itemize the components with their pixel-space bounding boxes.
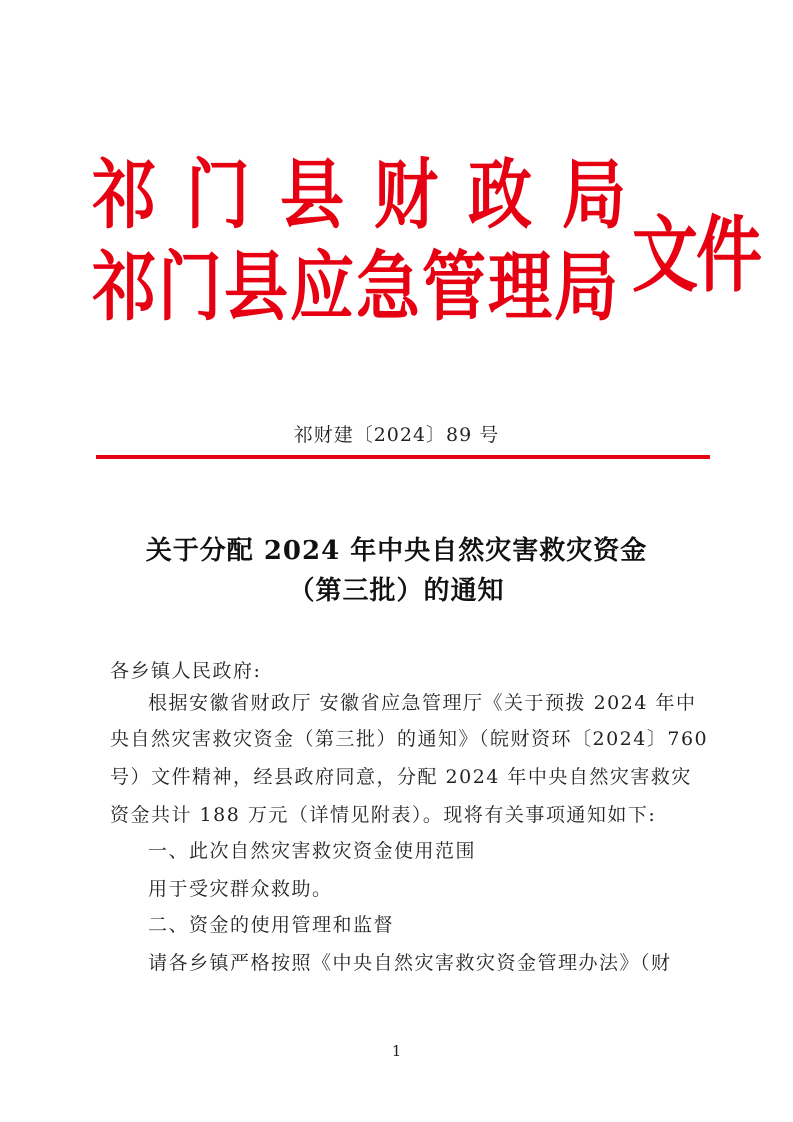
paragraph-1-line-1: 根据安徽省财政厅 安徽省应急管理厅《关于预拨 2024 年中 — [148, 692, 697, 714]
document-number: 祁财建〔2024〕89 号 — [293, 424, 500, 446]
salutation: 各乡镇人民政府: — [110, 660, 262, 682]
section-heading-2: 二、资金的使用管理和监督 — [148, 914, 395, 936]
paragraph-1-line-4: 资金共计 188 万元（详情见附表）。现将有关事项通知如下: — [110, 804, 657, 826]
paragraph-3: 请各乡镇严格按照《中央自然灾害救灾资金管理办法》（财 — [148, 952, 672, 974]
document-suffix: 文件 — [632, 207, 760, 304]
notice-title-line-2: （第三批）的通知 — [288, 576, 505, 606]
page-number: 1 — [391, 1042, 402, 1060]
red-divider — [96, 455, 710, 459]
paragraph-2: 用于受灾群众救助。 — [148, 878, 333, 900]
notice-title-line-1: 关于分配 2024 年中央自然灾害救灾资金 — [145, 536, 648, 566]
issuer-line-emergency-bureau: 祁门县应急管理局 — [92, 244, 620, 333]
issuer-line-finance-bureau: 祁门县财政局 — [92, 152, 656, 241]
paragraph-1-line-2: 央自然灾害救灾资金（第三批）的通知》（皖财资环〔2024〕760 — [110, 728, 709, 750]
paragraph-1-line-3: 号）文件精神，经县政府同意，分配 2024 年中央自然灾害救灾 — [110, 766, 692, 788]
section-heading-1: 一、此次自然灾害救灾资金使用范围 — [148, 840, 477, 862]
letterhead — [92, 148, 760, 348]
